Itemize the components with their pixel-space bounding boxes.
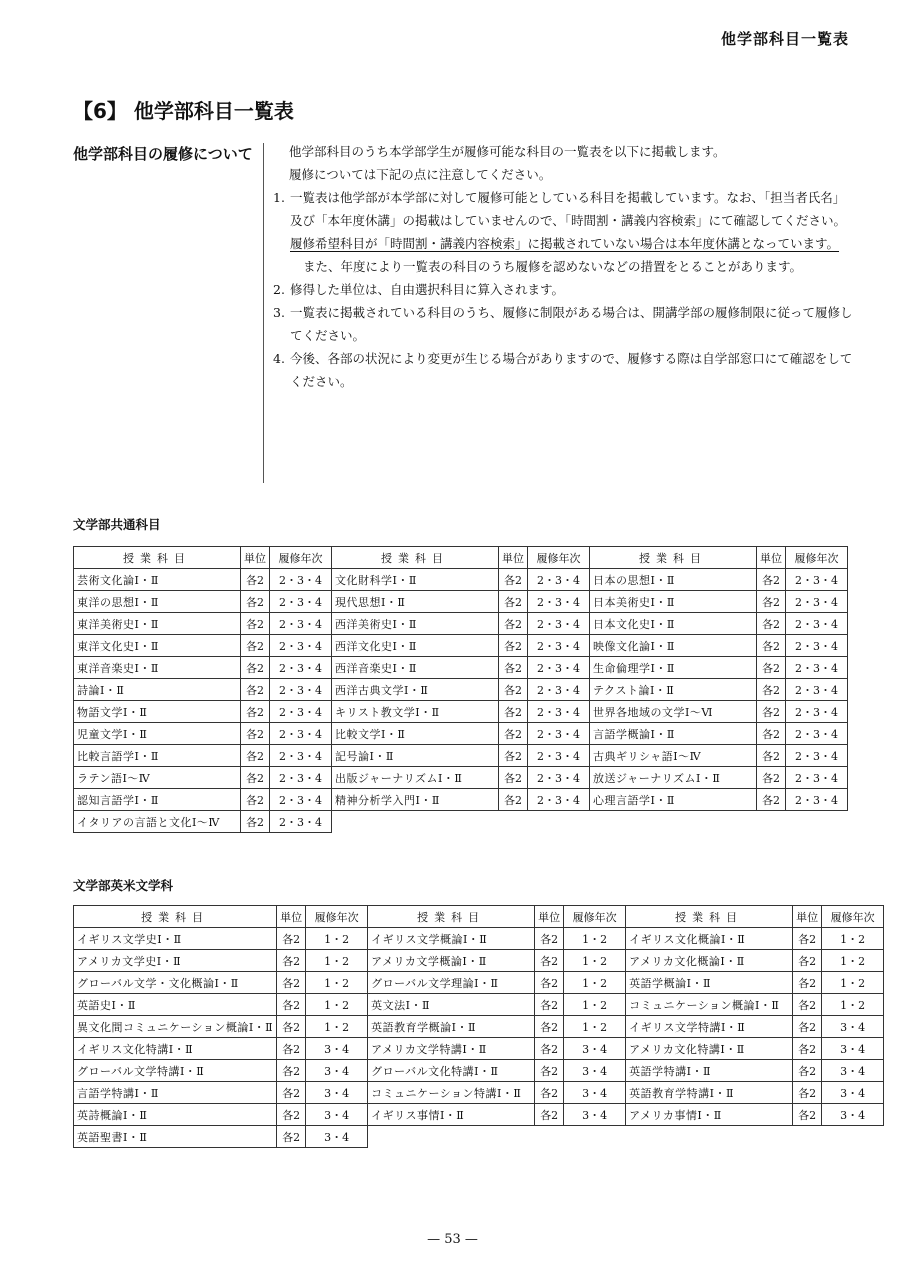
table-row (74, 679, 848, 701)
year-cell: 3・4 (564, 1082, 626, 1104)
subject-cell: グローバル文学特講Ⅰ・Ⅱ (74, 1060, 277, 1082)
year-cell: 2・3・4 (270, 635, 332, 657)
year-cell: 2・3・4 (270, 811, 332, 833)
year-cell: 2・3・4 (270, 789, 332, 811)
unit-cell: 各2 (277, 1060, 306, 1082)
intro-paragraph-1: 他学部科目のうち本学部学生が履修可能な科目の一覧表を以下に掲載します。 (289, 144, 726, 159)
subject-cell: グローバル文化特講Ⅰ・Ⅱ (368, 1060, 535, 1082)
intro-item-4 (273, 347, 853, 393)
year-cell: 2・3・4 (528, 701, 590, 723)
table-row (74, 1082, 884, 1104)
page-number: — 53 — (427, 1232, 478, 1247)
subject-cell: イギリス文化概論Ⅰ・Ⅱ (626, 928, 793, 950)
unit-cell: 各2 (793, 1104, 822, 1126)
unit-cell: 各2 (757, 569, 786, 591)
subject-cell: イタリアの言語と文化Ⅰ〜Ⅳ (74, 811, 241, 833)
year-cell: 2・3・4 (528, 591, 590, 613)
subject-cell: アメリカ文学概論Ⅰ・Ⅱ (368, 950, 535, 972)
table-row (74, 994, 884, 1016)
year-cell: 3・4 (822, 1016, 884, 1038)
year-cell: 2・3・4 (786, 767, 848, 789)
year-cell: 3・4 (822, 1082, 884, 1104)
subject-cell: 現代思想Ⅰ・Ⅱ (332, 591, 499, 613)
year-cell: 1・2 (564, 972, 626, 994)
item-number: 4. (273, 351, 285, 366)
unit-cell: 各2 (241, 789, 270, 811)
year-cell: 3・4 (306, 1126, 368, 1148)
empty-cell (564, 1126, 626, 1148)
unit-cell: 各2 (277, 1104, 306, 1126)
subject-header: 授業科目 (626, 906, 793, 928)
english-subjects-heading: 文学部英米文学科 (73, 878, 174, 893)
subject-cell: アメリカ事情Ⅰ・Ⅱ (626, 1104, 793, 1126)
year-cell: 3・4 (564, 1060, 626, 1082)
subject-header: 授業科目 (368, 906, 535, 928)
year-cell: 2・3・4 (270, 679, 332, 701)
subject-cell: キリスト教文学Ⅰ・Ⅱ (332, 701, 499, 723)
unit-cell: 各2 (757, 767, 786, 789)
year-cell: 2・3・4 (270, 657, 332, 679)
subject-header: 授業科目 (74, 547, 241, 569)
empty-cell (786, 811, 848, 833)
unit-cell: 各2 (757, 723, 786, 745)
subject-cell: 英文法Ⅰ・Ⅱ (368, 994, 535, 1016)
subject-cell: 児童文学Ⅰ・Ⅱ (74, 723, 241, 745)
unit-cell: 各2 (241, 701, 270, 723)
table-row (74, 569, 848, 591)
unit-cell: 各2 (757, 635, 786, 657)
year-cell: 2・3・4 (786, 745, 848, 767)
subject-cell: 日本の思想Ⅰ・Ⅱ (590, 569, 757, 591)
year-cell: 2・3・4 (786, 591, 848, 613)
year-cell: 2・3・4 (270, 613, 332, 635)
intro-item-3 (273, 301, 853, 347)
table-row (74, 928, 884, 950)
unit-cell: 各2 (757, 789, 786, 811)
unit-cell: 各2 (499, 767, 528, 789)
unit-cell: 各2 (241, 723, 270, 745)
unit-cell: 各2 (757, 591, 786, 613)
item-underlined-text: 履修希望科目が「時間割・講義内容検索」に掲載されていない場合は本年度休講となっています。 (290, 236, 840, 251)
subject-cell: イギリス文学史Ⅰ・Ⅱ (74, 928, 277, 950)
year-cell: 2・3・4 (528, 569, 590, 591)
unit-cell: 各2 (499, 635, 528, 657)
subject-cell: グローバル文学・文化概論Ⅰ・Ⅱ (74, 972, 277, 994)
section-title: 【6】 他学部科目一覧表 (73, 99, 294, 123)
year-cell: 2・3・4 (270, 569, 332, 591)
table-row (74, 635, 848, 657)
unit-cell: 各2 (535, 1082, 564, 1104)
year-cell: 2・3・4 (786, 613, 848, 635)
subject-cell: イギリス事情Ⅰ・Ⅱ (368, 1104, 535, 1126)
empty-cell (368, 1126, 535, 1148)
item-number: 3. (273, 305, 285, 320)
unit-cell: 各2 (241, 569, 270, 591)
unit-cell: 各2 (757, 701, 786, 723)
unit-cell: 各2 (793, 928, 822, 950)
table-row (74, 789, 848, 811)
year-cell: 3・4 (564, 1038, 626, 1060)
year-cell: 2・3・4 (786, 723, 848, 745)
item-text: 修得した単位は、自由選択科目に算入されます。 (290, 282, 565, 297)
subject-cell: 英語学概論Ⅰ・Ⅱ (626, 972, 793, 994)
year-header: 履修年次 (822, 906, 884, 928)
subject-cell: 英詩概論Ⅰ・Ⅱ (74, 1104, 277, 1126)
unit-cell: 各2 (241, 635, 270, 657)
empty-cell (793, 1126, 822, 1148)
year-cell: 3・4 (306, 1060, 368, 1082)
subject-cell: 精神分析学入門Ⅰ・Ⅱ (332, 789, 499, 811)
running-header: 他学部科目一覧表 (720, 30, 849, 48)
unit-cell: 各2 (499, 745, 528, 767)
table-row (74, 723, 848, 745)
item-text: 一覧表に掲載されている科目のうち、履修に制限がある場合は、開講学部の履修制限に従って履修してください。 (290, 305, 853, 343)
subject-cell: 映像文化論Ⅰ・Ⅱ (590, 635, 757, 657)
year-cell: 2・3・4 (528, 745, 590, 767)
empty-cell (822, 1126, 884, 1148)
subject-cell: イギリス文学概論Ⅰ・Ⅱ (368, 928, 535, 950)
subject-header: 授業科目 (74, 906, 277, 928)
intro-note: また、年度により一覧表の科目のうち履修を認めないなどの措置をとることがあります。 (303, 259, 803, 274)
table-row (74, 613, 848, 635)
year-cell: 3・4 (306, 1038, 368, 1060)
unit-cell: 各2 (535, 928, 564, 950)
unit-cell: 各2 (757, 745, 786, 767)
table-row (74, 657, 848, 679)
empty-cell (590, 811, 757, 833)
subject-header: 授業科目 (332, 547, 499, 569)
unit-cell: 各2 (241, 745, 270, 767)
year-cell: 2・3・4 (528, 767, 590, 789)
subject-cell: 日本美術史Ⅰ・Ⅱ (590, 591, 757, 613)
unit-header: 単位 (757, 547, 786, 569)
year-cell: 2・3・4 (786, 679, 848, 701)
unit-cell: 各2 (793, 1016, 822, 1038)
unit-cell: 各2 (499, 679, 528, 701)
subject-cell: 物語文学Ⅰ・Ⅱ (74, 701, 241, 723)
unit-cell: 各2 (277, 1038, 306, 1060)
subject-cell: グローバル文学理論Ⅰ・Ⅱ (368, 972, 535, 994)
year-cell: 2・3・4 (528, 789, 590, 811)
subject-cell: 英語教育学概論Ⅰ・Ⅱ (368, 1016, 535, 1038)
year-cell: 2・3・4 (786, 657, 848, 679)
year-cell: 3・4 (822, 1104, 884, 1126)
unit-header: 単位 (241, 547, 270, 569)
subject-cell: 古典ギリシャ語Ⅰ〜Ⅳ (590, 745, 757, 767)
subject-cell: コミュニケーション特講Ⅰ・Ⅱ (368, 1082, 535, 1104)
unit-cell: 各2 (535, 972, 564, 994)
unit-header: 単位 (499, 547, 528, 569)
subject-cell: アメリカ文学史Ⅰ・Ⅱ (74, 950, 277, 972)
unit-cell: 各2 (535, 1104, 564, 1126)
year-cell: 2・3・4 (528, 635, 590, 657)
subject-cell: 西洋文化史Ⅰ・Ⅱ (332, 635, 499, 657)
year-cell: 2・3・4 (786, 701, 848, 723)
intro-paragraph-2: 履修については下記の点に注意してください。 (289, 167, 552, 182)
subject-cell: 異文化間コミュニケーション概論Ⅰ・Ⅱ (74, 1016, 277, 1038)
intro-body (273, 140, 853, 393)
subject-header: 授業科目 (590, 547, 757, 569)
year-cell: 1・2 (306, 928, 368, 950)
empty-cell (499, 811, 528, 833)
common-subjects-table (73, 546, 848, 833)
unit-cell: 各2 (499, 701, 528, 723)
year-cell: 2・3・4 (528, 723, 590, 745)
year-header: 履修年次 (306, 906, 368, 928)
unit-cell: 各2 (277, 928, 306, 950)
year-cell: 2・3・4 (528, 613, 590, 635)
year-header: 履修年次 (528, 547, 590, 569)
unit-cell: 各2 (277, 994, 306, 1016)
year-cell: 3・4 (564, 1104, 626, 1126)
empty-cell (757, 811, 786, 833)
year-cell: 1・2 (306, 950, 368, 972)
subject-cell: コミュニケーション概論Ⅰ・Ⅱ (626, 994, 793, 1016)
year-cell: 1・2 (822, 928, 884, 950)
table-row (74, 950, 884, 972)
subject-cell: 東洋美術史Ⅰ・Ⅱ (74, 613, 241, 635)
subject-cell: ラテン語Ⅰ〜Ⅳ (74, 767, 241, 789)
unit-cell: 各2 (793, 994, 822, 1016)
subject-cell: 英語学特講Ⅰ・Ⅱ (626, 1060, 793, 1082)
subject-cell: 芸術文化論Ⅰ・Ⅱ (74, 569, 241, 591)
intro-heading: 他学部科目の履修について (73, 145, 253, 163)
table-row (74, 1038, 884, 1060)
subject-cell: 東洋の思想Ⅰ・Ⅱ (74, 591, 241, 613)
empty-cell (535, 1126, 564, 1148)
subject-cell: 西洋古典文学Ⅰ・Ⅱ (332, 679, 499, 701)
item-number: 2. (273, 282, 285, 297)
year-cell: 2・3・4 (786, 635, 848, 657)
unit-cell: 各2 (499, 789, 528, 811)
unit-cell: 各2 (277, 1126, 306, 1148)
unit-cell: 各2 (277, 950, 306, 972)
table-row (74, 1060, 884, 1082)
unit-cell: 各2 (757, 613, 786, 635)
intro-item-2 (273, 278, 853, 301)
year-header: 履修年次 (270, 547, 332, 569)
subject-cell: 生命倫理学Ⅰ・Ⅱ (590, 657, 757, 679)
unit-cell: 各2 (499, 723, 528, 745)
intro-item-1 (273, 186, 853, 255)
unit-cell: 各2 (535, 1016, 564, 1038)
subject-cell: イギリス文学特講Ⅰ・Ⅱ (626, 1016, 793, 1038)
table-row (74, 591, 848, 613)
subject-cell: アメリカ文化概論Ⅰ・Ⅱ (626, 950, 793, 972)
year-cell: 2・3・4 (270, 745, 332, 767)
unit-cell: 各2 (499, 591, 528, 613)
empty-cell (332, 811, 499, 833)
unit-cell: 各2 (535, 1060, 564, 1082)
unit-cell: 各2 (535, 950, 564, 972)
subject-cell: 言語学特講Ⅰ・Ⅱ (74, 1082, 277, 1104)
table-row (74, 745, 848, 767)
unit-header: 単位 (793, 906, 822, 928)
year-cell: 2・3・4 (528, 657, 590, 679)
year-cell: 1・2 (822, 994, 884, 1016)
year-cell: 2・3・4 (528, 679, 590, 701)
year-cell: 2・3・4 (270, 767, 332, 789)
common-subjects-heading: 文学部共通科目 (73, 517, 161, 532)
year-cell: 2・3・4 (270, 701, 332, 723)
english-subjects-table (73, 905, 884, 1148)
unit-cell: 各2 (241, 767, 270, 789)
unit-cell: 各2 (499, 569, 528, 591)
unit-cell: 各2 (241, 811, 270, 833)
subject-cell: 詩論Ⅰ・Ⅱ (74, 679, 241, 701)
unit-cell: 各2 (499, 657, 528, 679)
item-text: 一覧表は他学部が本学部に対して履修可能としている科目を掲載しています。なお、「担当者氏名」及び「本年度休講」の掲載はしていませんので、「時間割・講義内容検索」にて確認してください。 (290, 190, 847, 228)
unit-cell: 各2 (793, 950, 822, 972)
subject-cell: 比較言語学Ⅰ・Ⅱ (74, 745, 241, 767)
subject-cell: アメリカ文学特講Ⅰ・Ⅱ (368, 1038, 535, 1060)
table-row (74, 701, 848, 723)
year-cell: 3・4 (306, 1104, 368, 1126)
year-cell: 1・2 (564, 1016, 626, 1038)
table-row (74, 811, 848, 833)
year-cell: 1・2 (306, 1016, 368, 1038)
unit-cell: 各2 (793, 1060, 822, 1082)
year-cell: 2・3・4 (270, 723, 332, 745)
item-number: 1. (273, 190, 285, 205)
unit-cell: 各2 (757, 657, 786, 679)
unit-cell: 各2 (241, 591, 270, 613)
subject-cell: テクスト論Ⅰ・Ⅱ (590, 679, 757, 701)
year-cell: 2・3・4 (270, 591, 332, 613)
year-cell: 1・2 (564, 994, 626, 1016)
empty-cell (528, 811, 590, 833)
empty-cell (626, 1126, 793, 1148)
year-header: 履修年次 (786, 547, 848, 569)
unit-header: 単位 (535, 906, 564, 928)
subject-cell: 心理言語学Ⅰ・Ⅱ (590, 789, 757, 811)
subject-cell: 西洋音楽史Ⅰ・Ⅱ (332, 657, 499, 679)
subject-cell: 文化財科学Ⅰ・Ⅱ (332, 569, 499, 591)
subject-cell: 英語史Ⅰ・Ⅱ (74, 994, 277, 1016)
subject-cell: 記号論Ⅰ・Ⅱ (332, 745, 499, 767)
unit-cell: 各2 (241, 657, 270, 679)
subject-cell: 世界各地域の文学Ⅰ〜Ⅵ (590, 701, 757, 723)
unit-header: 単位 (277, 906, 306, 928)
table-row (74, 1126, 884, 1148)
table-row (74, 1104, 884, 1126)
year-header: 履修年次 (564, 906, 626, 928)
year-cell: 1・2 (564, 928, 626, 950)
unit-cell: 各2 (793, 1038, 822, 1060)
unit-cell: 各2 (277, 1082, 306, 1104)
subject-cell: 東洋文化史Ⅰ・Ⅱ (74, 635, 241, 657)
table-header-row (74, 547, 848, 569)
year-cell: 1・2 (564, 950, 626, 972)
subject-cell: 英語聖書Ⅰ・Ⅱ (74, 1126, 277, 1148)
subject-cell: 西洋美術史Ⅰ・Ⅱ (332, 613, 499, 635)
year-cell: 1・2 (822, 950, 884, 972)
unit-cell: 各2 (241, 613, 270, 635)
vertical-divider (263, 143, 264, 483)
subject-cell: 日本文化史Ⅰ・Ⅱ (590, 613, 757, 635)
table-row (74, 1016, 884, 1038)
year-cell: 3・4 (822, 1038, 884, 1060)
table-row (74, 972, 884, 994)
subject-cell: 認知言語学Ⅰ・Ⅱ (74, 789, 241, 811)
subject-cell: 放送ジャーナリズムⅠ・Ⅱ (590, 767, 757, 789)
unit-cell: 各2 (499, 613, 528, 635)
table-row (74, 767, 848, 789)
year-cell: 2・3・4 (786, 789, 848, 811)
year-cell: 1・2 (822, 972, 884, 994)
item-text: 今後、各部の状況により変更が生じる場合がありますので、履修する際は自学部窓口にて確認をしてください。 (290, 351, 853, 389)
unit-cell: 各2 (277, 972, 306, 994)
unit-cell: 各2 (535, 1038, 564, 1060)
unit-cell: 各2 (793, 1082, 822, 1104)
year-cell: 3・4 (306, 1082, 368, 1104)
year-cell: 3・4 (822, 1060, 884, 1082)
subject-cell: 言語学概論Ⅰ・Ⅱ (590, 723, 757, 745)
subject-cell: 英語教育学特講Ⅰ・Ⅱ (626, 1082, 793, 1104)
unit-cell: 各2 (535, 994, 564, 1016)
unit-cell: 各2 (757, 679, 786, 701)
unit-cell: 各2 (793, 972, 822, 994)
subject-cell: 東洋音楽史Ⅰ・Ⅱ (74, 657, 241, 679)
subject-cell: 出版ジャーナリズムⅠ・Ⅱ (332, 767, 499, 789)
unit-cell: 各2 (241, 679, 270, 701)
year-cell: 2・3・4 (786, 569, 848, 591)
year-cell: 1・2 (306, 972, 368, 994)
subject-cell: アメリカ文化特講Ⅰ・Ⅱ (626, 1038, 793, 1060)
subject-cell: イギリス文化特講Ⅰ・Ⅱ (74, 1038, 277, 1060)
unit-cell: 各2 (277, 1016, 306, 1038)
year-cell: 1・2 (306, 994, 368, 1016)
subject-cell: 比較文学Ⅰ・Ⅱ (332, 723, 499, 745)
table-header-row (74, 906, 884, 928)
